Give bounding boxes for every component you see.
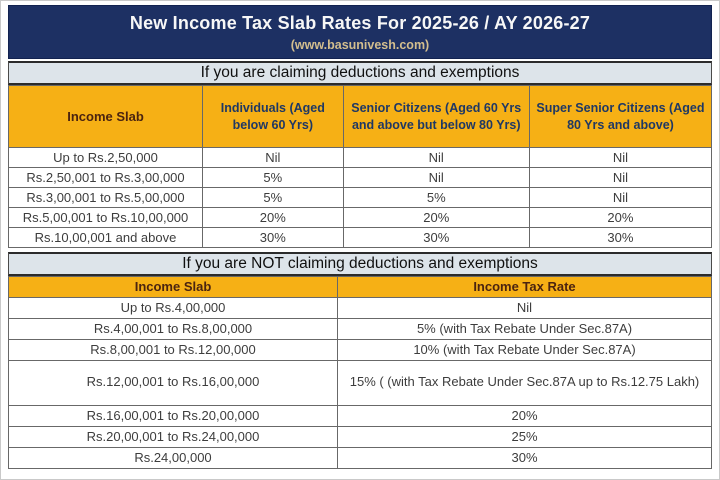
table-row <box>9 339 712 360</box>
rate-cell: 30% <box>529 228 711 248</box>
page-title: New Income Tax Slab Rates For 2025-26 / AY 2026-27 <box>129 13 591 33</box>
rate-cell: 5% <box>343 188 529 208</box>
rate-cell: 30% <box>203 228 344 248</box>
deductions-table <box>8 85 712 248</box>
rate-cell: 30% <box>338 447 712 468</box>
income-slab-cell: Rs.12,00,001 to Rs.16,00,000 <box>9 360 338 405</box>
rate-cell: 15% ( (with Tax Rebate Under Sec.87A up to Rs.12.75 Lakh) <box>338 360 712 405</box>
table-row <box>9 360 712 405</box>
table-row <box>9 297 712 318</box>
table-header-row <box>9 277 712 298</box>
rate-cell: 30% <box>343 228 529 248</box>
site-url: (www.basunivesh.com) <box>290 38 430 52</box>
income-slab-cell: Rs.5,00,001 to Rs.10,00,000 <box>9 208 203 228</box>
table-row <box>9 426 712 447</box>
income-slab-cell: Up to Rs.4,00,000 <box>9 297 338 318</box>
rate-cell: 5% <box>203 168 344 188</box>
rate-cell: Nil <box>343 168 529 188</box>
rate-cell: 5% (with Tax Rebate Under Sec.87A) <box>338 318 712 339</box>
income-slab-cell: Rs.16,00,001 to Rs.20,00,000 <box>9 405 338 426</box>
table-row <box>9 168 712 188</box>
rate-cell: Nil <box>203 148 344 168</box>
rate-cell: 5% <box>203 188 344 208</box>
income-slab-cell: Rs.4,00,001 to Rs.8,00,000 <box>9 318 338 339</box>
table-row <box>9 188 712 208</box>
income-slab-cell: Rs.2,50,001 to Rs.3,00,000 <box>9 168 203 188</box>
income-slab-cell: Rs.10,00,001 and above <box>9 228 203 248</box>
col-header-super-senior-citizens: Super Senior Citizens (Aged 80 Yrs and above) <box>529 86 711 148</box>
rate-cell: Nil <box>529 168 711 188</box>
table-row <box>9 447 712 468</box>
title-band <box>8 5 712 59</box>
rate-cell: 25% <box>338 426 712 447</box>
rate-cell: Nil <box>338 297 712 318</box>
table-header-row <box>9 86 712 148</box>
table-row <box>9 405 712 426</box>
income-slab-cell: Rs.24,00,000 <box>9 447 338 468</box>
table-row <box>9 228 712 248</box>
rate-cell: Nil <box>529 188 711 208</box>
table-row <box>9 148 712 168</box>
table-row <box>9 208 712 228</box>
rate-cell: 20% <box>203 208 344 228</box>
no-deductions-table <box>8 276 712 469</box>
section2-banner: If you are NOT claiming deductions and exemptions <box>8 252 712 276</box>
rate-cell: 20% <box>529 208 711 228</box>
table-row <box>9 318 712 339</box>
rate-cell: Nil <box>343 148 529 168</box>
income-slab-cell: Rs.8,00,001 to Rs.12,00,000 <box>9 339 338 360</box>
section1-banner: If you are claiming deductions and exemptions <box>8 61 712 85</box>
income-slab-cell: Rs.20,00,001 to Rs.24,00,000 <box>9 426 338 447</box>
rate-cell: 10% (with Tax Rebate Under Sec.87A) <box>338 339 712 360</box>
income-slab-cell: Up to Rs.2,50,000 <box>9 148 203 168</box>
col-header-income-slab: Income Slab <box>9 86 203 148</box>
col-header-senior-citizens: Senior Citizens (Aged 60 Yrs and above but below 80 Yrs) <box>343 86 529 148</box>
col-header-individuals: Individuals (Aged below 60 Yrs) <box>203 86 344 148</box>
rate-cell: Nil <box>529 148 711 168</box>
rate-cell: 20% <box>338 405 712 426</box>
col-header-income-tax-rate: Income Tax Rate <box>338 277 712 298</box>
rate-cell: 20% <box>343 208 529 228</box>
income-slab-cell: Rs.3,00,001 to Rs.5,00,000 <box>9 188 203 208</box>
col-header-income-slab: Income Slab <box>9 277 338 298</box>
